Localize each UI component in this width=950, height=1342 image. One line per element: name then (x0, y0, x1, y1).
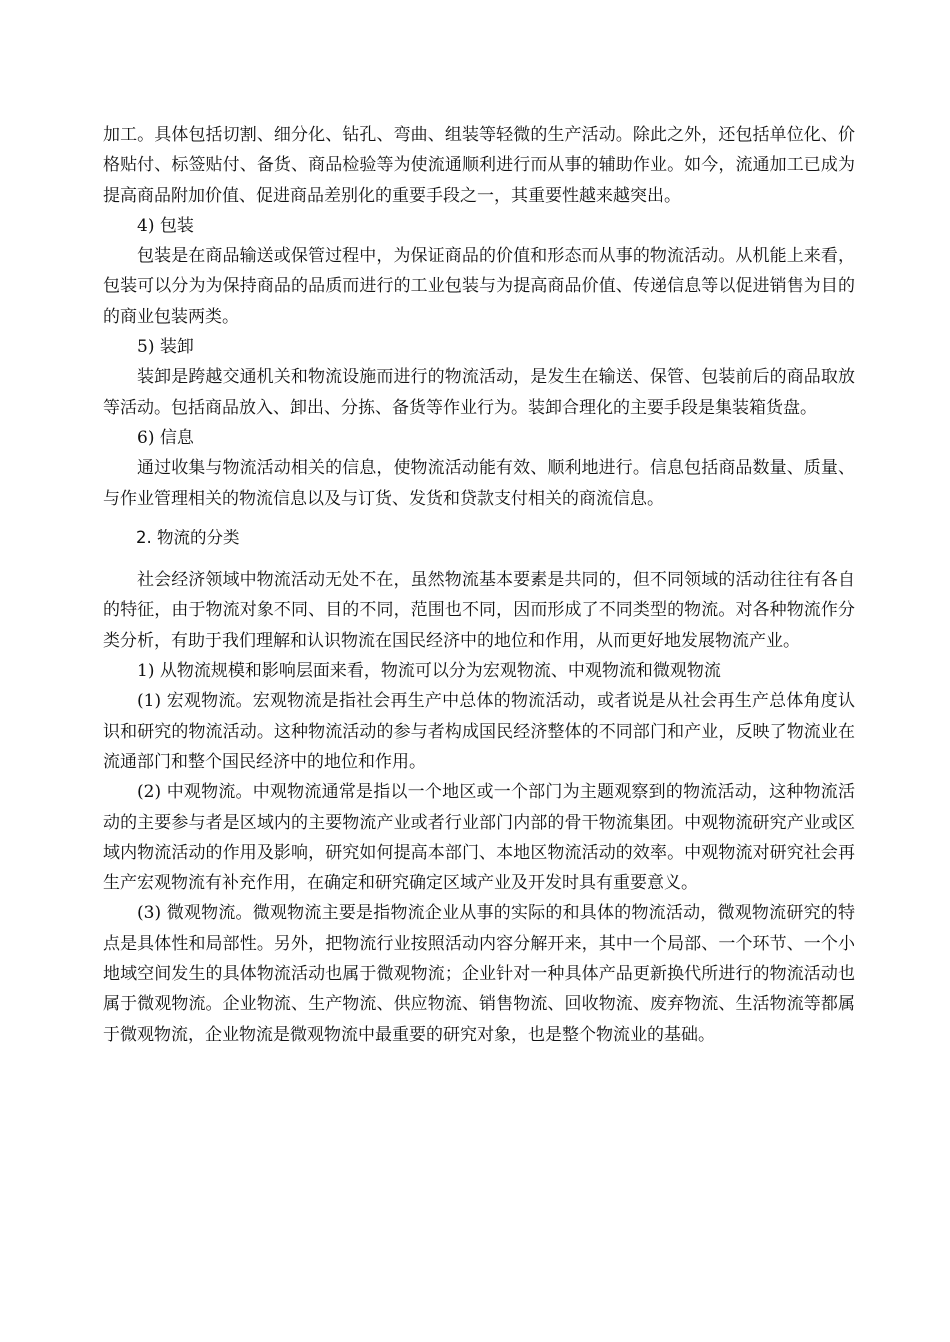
classification1-heading: 1) 从物流规模和影响层面来看，物流可以分为宏观物流、中观物流和微观物流 (137, 661, 721, 682)
section2-intro: 社会经济领域中物流活动无处不在，虽然物流基本要素是共同的，但不同领域的活动往往有各自的特征，由于物流对象不同、目的不同，范围也不同，因而形成了不同类型的物流。对各种物流作分类分析，有助于我们理解和认识物流在国民经济中的地位和作用，从而更好地发展物流产业。 (103, 570, 855, 651)
item4-body: 包装是在商品输送或保管过程中，为保证商品的价值和形态而从事的物流活动。从机能上来看，包装可以分为为保持商品的品质而进行的工业包装与为提高商品价值、传递信息等以促进销售为目的的商业包装两类。 (103, 246, 855, 327)
item5-body: 装卸是跨越交通机关和物流设施而进行的物流活动，是发生在输送、保管、包装前后的商品取放等活动。包括商品放入、卸出、分拣、备货等作业行为。装卸合理化的主要手段是集装箱货盘。 (103, 367, 855, 418)
item6-body: 通过收集与物流活动相关的信息，使物流活动能有效、顺利地进行。信息包括商品数量、质量、与作业管理相关的物流信息以及与订货、发货和贷款支付相关的商流信息。 (103, 458, 855, 509)
macro-logistics-paragraph: (1) 宏观物流。宏观物流是指社会再生产中总体的物流活动，或者说是从社会再生产总体角度认识和研究的物流活动。这种物流活动的参与者构成国民经济整体的不同部门和产业，反映了物流业在流通部门和整个国民经济中的地位和作用。 (103, 691, 855, 772)
meso-logistics-paragraph: (2) 中观物流。中观物流通常是指以一个地区或一个部门为主题观察到的物流活动，这种物流活动的主要参与者是区域内的主要物流产业或者行业部门内部的骨干物流集团。中观物流研究产业或区域内物流活动的作用及影响，研究如何提高本部门、本地区物流活动的效率。中观物流对研究社会再生产宏观物流有补充作用，在确定和研究确定区域产业及开发时具有重要意义。 (103, 782, 855, 894)
item5-heading: 5) 装卸 (137, 337, 194, 358)
continuation-paragraph: 加工。具体包括切割、细分化、钻孔、弯曲、组装等轻微的生产活动。除此之外，还包括单位化、价格贴付、标签贴付、备货、商品检验等为使流通顺利进行而从事的辅助作业。如今，流通加工已成为提高商品附加价值、促进商品差别化的重要手段之一，其重要性越来越突出。 (103, 125, 855, 206)
item4-heading: 4) 包装 (137, 215, 194, 236)
item6-heading: 6) 信息 (137, 427, 194, 448)
section2-heading: 2. 物流的分类 (136, 527, 240, 547)
document-page (103, 120, 855, 1050)
micro-logistics-paragraph: (3) 微观物流。微观物流主要是指物流企业从事的实际的和具体的物流活动，微观物流研究的特点是具体性和局部性。另外，把物流行业按照活动内容分解开来，其中一个局部、一个环节、一个小地域空间发生的具体物流活动也属于微观物流；企业针对一种具体产品更新换代所进行的物流活动也属于微观物流。企业物流、生产物流、供应物流、销售物流、回收物流、废弃物流、生活物流等都属于微观物流，企业物流是微观物流中最重要的研究对象，也是整个物流业的基础。 (103, 903, 855, 1045)
